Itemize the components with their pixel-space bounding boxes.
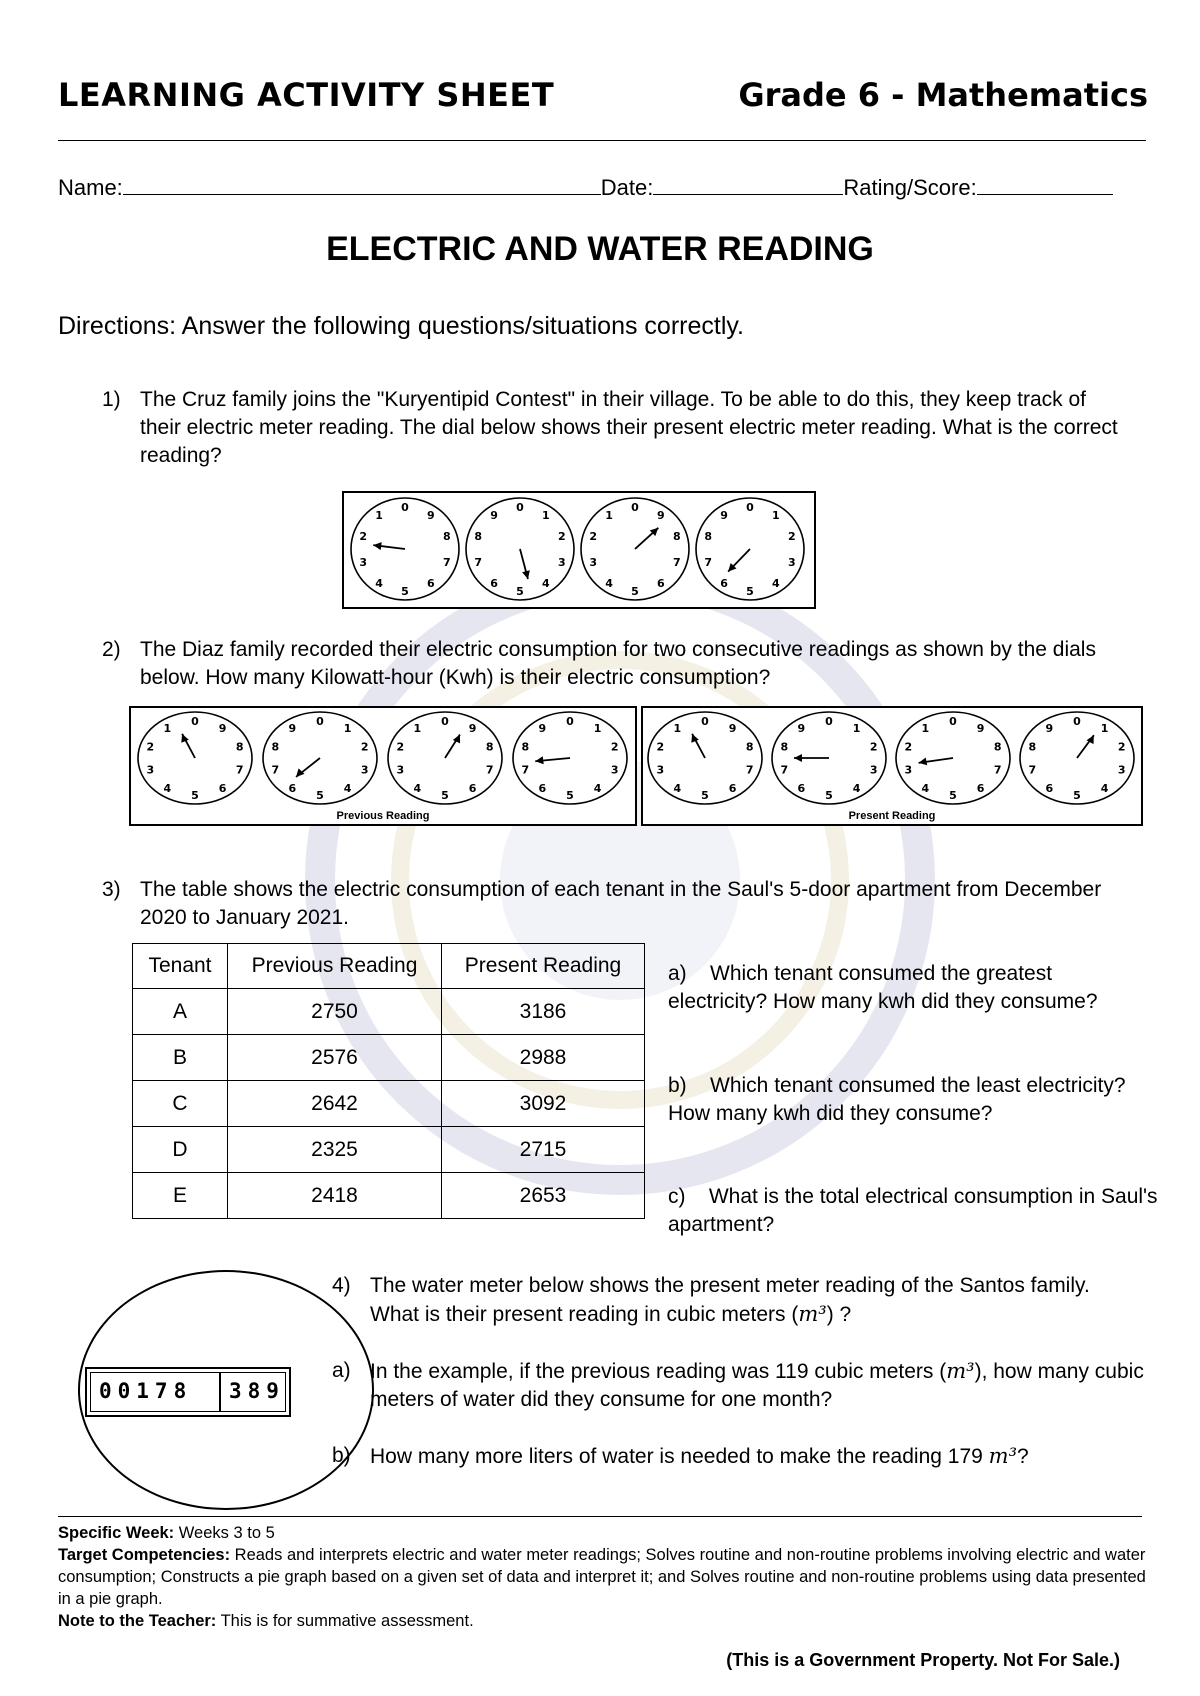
dial-digit: 9 [797, 722, 806, 736]
question-3c: c) What is the total electrical consumption in Saul's apartment? [668, 1185, 1158, 1236]
dial-pointer-head [181, 734, 188, 743]
dial-digit: 9 [218, 722, 227, 736]
question-number: 1) [102, 388, 121, 411]
dial-digit: 4 [673, 781, 682, 795]
date-field[interactable] [653, 174, 843, 195]
table-cell: 2653 [442, 1173, 645, 1219]
dial-digit: 6 [490, 576, 498, 590]
dial-digit: 6 [427, 576, 435, 590]
dial-digit: 8 [485, 740, 494, 754]
dial-digit: 3 [360, 763, 369, 777]
dial-digit: 5 [191, 789, 199, 802]
question-text: In the example, if the previous reading was 119 cubic meters ( [370, 1360, 947, 1383]
previous-reading-label: Previous Reading [336, 810, 430, 822]
question-number: 4) [332, 1274, 351, 1297]
dial-digit: 4 [343, 781, 352, 795]
dial-digit: 8 [780, 740, 789, 754]
dial-digit: 5 [746, 585, 754, 598]
dial-digit: 8 [673, 530, 681, 544]
dial-digit: 9 [490, 509, 498, 523]
dial-digit: 8 [474, 530, 482, 544]
dial-pointer-head [919, 757, 928, 765]
dial-digit: 8 [704, 530, 712, 544]
dial-digit: 8 [745, 740, 754, 754]
dial-digit: 4 [605, 576, 613, 590]
dial-digit: 4 [852, 781, 861, 795]
question-text: The water meter below shows the present meter reading of the Santos family. What is their present reading in cubic meters ( [370, 1274, 1090, 1326]
dial-digit: 4 [375, 576, 383, 590]
table-cell: E [133, 1173, 228, 1219]
dial-digit: 8 [993, 740, 1002, 754]
dial-digit: 1 [593, 722, 602, 736]
table-row [133, 1127, 645, 1173]
dial-digit: 0 [316, 715, 324, 728]
dial-digit: 5 [441, 789, 449, 802]
dial-digit: 5 [566, 789, 574, 802]
dial-digit: 1 [852, 722, 861, 736]
dial-digit: 9 [468, 722, 477, 736]
competencies-value: Reads and interprets electric and water meter readings; Solves routine and non-routine problems involving electric and water consumption; Constructs a pie graph based on a given set of data and interpret it; and Solves routine and non-routine problems using data presented in a pie graph. [58, 1546, 1146, 1608]
question-2 [102, 636, 1130, 692]
dial-digit: 7 [474, 555, 482, 569]
table-row [133, 1035, 645, 1081]
dial-digit: 0 [825, 715, 833, 728]
dial-digit: 9 [720, 509, 728, 523]
rating-label: Rating/Score: [843, 175, 977, 200]
dial-pointer-head [522, 570, 530, 579]
note-value: This is for summative assessment. [216, 1612, 474, 1630]
dial-digit: 3 [396, 763, 405, 777]
dial-digit: 2 [656, 740, 665, 754]
question-4b [332, 1442, 1150, 1471]
dial-digit: 0 [191, 715, 199, 728]
dial-digit: 8 [443, 530, 451, 544]
question-text-end: ) ? [826, 1303, 852, 1326]
table-cell: 3186 [442, 989, 645, 1035]
question-text-end: ? [1017, 1445, 1029, 1468]
dial-digit: 7 [1028, 763, 1037, 777]
dial-digit: 3 [610, 763, 619, 777]
meter-dial [261, 710, 379, 806]
dial-digit: 8 [271, 740, 280, 754]
dial-pointer-head [691, 734, 698, 743]
dial-digit: 2 [788, 530, 796, 544]
sheet-title: LEARNING ACTIVITY SHEET [58, 76, 555, 114]
dial-digit: 6 [720, 576, 728, 590]
dial-digit: 2 [904, 740, 913, 754]
unit-symbol: m³ [988, 1444, 1017, 1468]
unit-symbol: m³ [946, 1359, 975, 1383]
dial-pointer-head [296, 768, 304, 777]
dial-digit: 0 [701, 715, 709, 728]
dial-digit: 5 [316, 789, 324, 802]
dial-digit: 7 [443, 555, 451, 569]
note-label: Note to the Teacher: [58, 1612, 217, 1630]
dial-digit: 6 [728, 781, 737, 795]
dial-digit: 7 [673, 555, 681, 569]
dial-digit: 3 [656, 763, 665, 777]
sub-question-label: b) [332, 1444, 351, 1467]
column-header: Previous Reading [228, 944, 442, 989]
table-cell: 2750 [228, 989, 442, 1035]
dial-digit: 3 [558, 555, 566, 569]
previous-reading-box [129, 706, 637, 826]
dial-digit: 1 [375, 509, 383, 523]
table-cell: C [133, 1081, 228, 1127]
dial-digit: 0 [441, 715, 449, 728]
dial-digit: 9 [1045, 722, 1054, 736]
table-cell: 2325 [228, 1127, 442, 1173]
directions: Directions: Answer the following questions/situations correctly. [58, 312, 744, 340]
dial-digit: 5 [701, 789, 709, 802]
dial-digit: 6 [657, 576, 665, 590]
dial-digit: 5 [401, 585, 409, 598]
question-text: The table shows the electric consumption of each tenant in the Saul's 5-door apartment from December 2020 to January 2021. [140, 878, 1102, 929]
question-number: 3) [102, 878, 121, 901]
dial-digit: 6 [468, 781, 477, 795]
dial-digit: 7 [780, 763, 789, 777]
meter-digits-liters: 389 [229, 1379, 285, 1403]
dial-digit: 9 [288, 722, 297, 736]
dial-digit: 4 [593, 781, 602, 795]
unit-symbol: m³ [798, 1302, 827, 1326]
meter-dial [386, 710, 504, 806]
table-cell: 2418 [228, 1173, 442, 1219]
question-number: 2) [102, 638, 121, 661]
dial-digit: 0 [401, 501, 409, 514]
dial-digit: 3 [146, 763, 155, 777]
meter-dial [464, 496, 576, 602]
dial-digit: 1 [673, 722, 682, 736]
dial-digit: 6 [218, 781, 227, 795]
name-label: Name: [58, 175, 123, 200]
dial-digit: 8 [235, 740, 244, 754]
sub-question-label: a) [332, 1359, 351, 1382]
dial-pointer-head [453, 734, 460, 743]
question-text-end: ), how many cubic meters of water did they consume for one month? [370, 1360, 1144, 1411]
dial-digit: 7 [993, 763, 1002, 777]
question-3 [102, 876, 1140, 932]
meter-dial [646, 710, 764, 806]
dial-digit: 0 [566, 715, 574, 728]
dial-digit: 0 [631, 501, 639, 514]
dial-digit: 2 [1117, 740, 1126, 754]
water-meter-counter [90, 1372, 286, 1412]
footer-divider [58, 1516, 1142, 1517]
dial-digit: 1 [163, 722, 172, 736]
dial-digit: 1 [1100, 722, 1109, 736]
table-cell: 2642 [228, 1081, 442, 1127]
dial-digit: 2 [589, 530, 597, 544]
table-cell: B [133, 1035, 228, 1081]
date-label: Date: [600, 175, 654, 200]
dial-digit: 7 [485, 763, 494, 777]
dial-digit: 6 [1045, 781, 1054, 795]
dial-digit: 7 [745, 763, 754, 777]
dial-digit: 3 [869, 763, 878, 777]
dial-digit: 9 [976, 722, 985, 736]
dial-digit: 0 [949, 715, 957, 728]
dial-digit: 1 [921, 722, 930, 736]
dial-digit: 5 [631, 585, 639, 598]
target-competencies [58, 1544, 1158, 1610]
meter-digits-cubic: 00178 [91, 1373, 221, 1411]
dial-digit: 1 [413, 722, 422, 736]
dial-digit: 9 [657, 509, 665, 523]
present-reading-label: Present Reading [848, 810, 936, 822]
meter-dial [511, 710, 629, 806]
dial-digit: 1 [605, 509, 613, 523]
dial-digit: 4 [413, 781, 422, 795]
dial-digit: 0 [746, 501, 754, 514]
dial-digit: 5 [825, 789, 833, 802]
dial-digit: 9 [427, 509, 435, 523]
dial-digit: 6 [538, 781, 547, 795]
dial-digit: 3 [788, 555, 796, 569]
dial-digit: 3 [359, 555, 367, 569]
dial-digit: 5 [1073, 789, 1081, 802]
question-3a: a) Which tenant consumed the greatest electricity? How many kwh did they consume? [668, 962, 1098, 1013]
dial-digit: 1 [772, 509, 780, 523]
meter-dial [1018, 710, 1136, 806]
week-label: Specific Week: [58, 1524, 175, 1542]
dial-digit: 2 [869, 740, 878, 754]
question-4 [332, 1272, 1140, 1329]
q1-dial-box [342, 491, 816, 609]
dial-pointer-head [794, 754, 802, 762]
dial-digit: 9 [728, 722, 737, 736]
name-field[interactable] [123, 174, 601, 195]
dial-digit: 1 [343, 722, 352, 736]
dial-digit: 1 [542, 509, 550, 523]
dial-digit: 4 [1100, 781, 1109, 795]
footer-notes [58, 1522, 1158, 1632]
dial-digit: 8 [1028, 740, 1037, 754]
specific-week [58, 1522, 1158, 1544]
consumption-table [132, 943, 645, 1219]
table-row [133, 989, 645, 1035]
table-cell: 3092 [442, 1081, 645, 1127]
dial-digit: 4 [163, 781, 172, 795]
dial-digit: 4 [921, 781, 930, 795]
page-title: ELECTRIC AND WATER READING [326, 230, 874, 268]
dial-digit: 2 [359, 530, 367, 544]
dial-digit: 6 [288, 781, 297, 795]
dial-digit: 7 [704, 555, 712, 569]
teacher-note [58, 1610, 1158, 1632]
dial-digit: 2 [146, 740, 155, 754]
meter-dial [349, 496, 461, 602]
dial-digit: 7 [235, 763, 244, 777]
question-3b: b) Which tenant consumed the least electricity? How many kwh did they consume? [668, 1074, 1126, 1125]
question-text: How many more liters of water is needed to make the reading 179 [370, 1445, 989, 1468]
dial-digit: 2 [360, 740, 369, 754]
competencies-label: Target Competencies: [58, 1546, 231, 1564]
table-cell: 2988 [442, 1035, 645, 1081]
meter-dial [770, 710, 888, 806]
column-header: Present Reading [442, 944, 645, 989]
dial-digit: 8 [521, 740, 530, 754]
table-row [133, 1173, 645, 1219]
dial-digit: 4 [542, 576, 550, 590]
government-notice: (This is a Government Property. Not For Sale.) [726, 1650, 1120, 1670]
meter-dial [579, 496, 691, 602]
question-4a [332, 1357, 1150, 1414]
dial-digit: 3 [589, 555, 597, 569]
dial-digit: 5 [949, 789, 957, 802]
table-cell: 2715 [442, 1127, 645, 1173]
dial-digit: 7 [271, 763, 280, 777]
dial-digit: 6 [976, 781, 985, 795]
dial-digit: 3 [904, 763, 913, 777]
dial-digit: 5 [516, 585, 524, 598]
dial-digit: 0 [1073, 715, 1081, 728]
table-header-row [133, 944, 645, 989]
info-line [58, 174, 1148, 201]
dial-digit: 2 [396, 740, 405, 754]
dial-digit: 2 [558, 530, 566, 544]
meter-dial [694, 496, 806, 602]
dial-digit: 7 [521, 763, 530, 777]
meter-dial [894, 710, 1012, 806]
dial-digit: 9 [538, 722, 547, 736]
dial-digit: 3 [1117, 763, 1126, 777]
meter-dial [136, 710, 254, 806]
column-header: Tenant [133, 944, 228, 989]
dial-digit: 0 [516, 501, 524, 514]
present-reading-box [641, 706, 1143, 826]
table-cell: A [133, 989, 228, 1035]
question-1 [102, 386, 1130, 470]
table-cell: 2576 [228, 1035, 442, 1081]
table-cell: D [133, 1127, 228, 1173]
rating-field[interactable] [977, 174, 1113, 195]
question-text: The Diaz family recorded their electric consumption for two consecutive readings as shown by the dials below. How many Kilowatt-hour (Kwh) is their electric consumption? [140, 638, 1096, 689]
dial-digit: 6 [797, 781, 806, 795]
dial-digit: 4 [772, 576, 780, 590]
table-row [133, 1081, 645, 1127]
dial-digit: 2 [610, 740, 619, 754]
question-text: The Cruz family joins the "Kuryentipid Contest" in their village. To be able to do this, they keep track of their electric meter reading. The dial below shows their present electric meter reading. What is the correct reading? [140, 388, 1118, 467]
grade-subject: Grade 6 - Mathematics [738, 76, 1148, 114]
header-divider [58, 140, 1146, 141]
week-value: Weeks 3 to 5 [174, 1524, 275, 1542]
